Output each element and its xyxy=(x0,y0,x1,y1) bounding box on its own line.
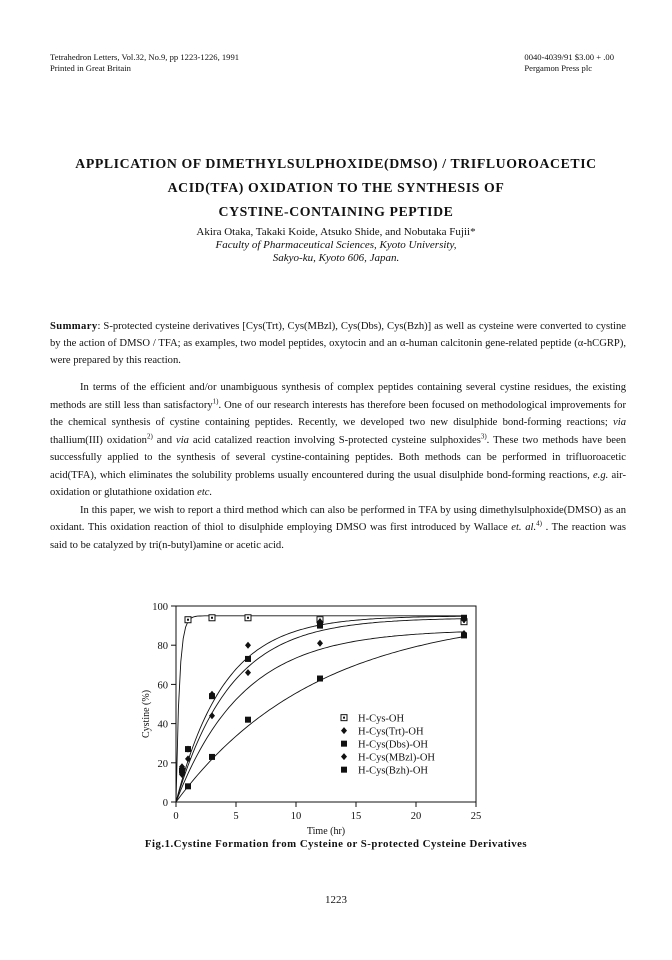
ref-3: 3) xyxy=(480,431,487,440)
data-point xyxy=(461,632,467,638)
text-run: . One of our research interests has therefore been focused on methodological improvements for the chemical synthesis of cystine containing peptides. Recently, we developed two new disulphide bond-forming reactions; xyxy=(50,399,626,428)
publisher-header xyxy=(524,52,614,74)
publisher-name: Pergamon Press plc xyxy=(524,63,593,73)
summary xyxy=(50,318,626,369)
x-tick-label: 5 xyxy=(233,811,239,822)
printed-in: Printed in Great Britain xyxy=(50,63,131,73)
y-tick-label: 20 xyxy=(157,758,168,770)
ref-1: 1) xyxy=(212,396,219,405)
italic-run: e.g. xyxy=(592,469,609,481)
legend-marker xyxy=(341,741,347,747)
x-axis-label: Time (hr) xyxy=(306,826,346,837)
legend-label: H-Cys(MBzl)-OH xyxy=(358,752,435,764)
author-names: Akira Otaka, Takaki Koide, Atsuko Shide, and Nobutaka Fujii* xyxy=(196,226,476,238)
italic-run: via xyxy=(613,417,626,428)
data-point xyxy=(209,712,215,719)
data-point xyxy=(317,640,323,647)
data-point xyxy=(317,623,323,629)
text-run: air-oxidation or glutathione oxidation xyxy=(50,469,626,498)
x-tick-label: 25 xyxy=(470,811,482,822)
y-tick-label: 0 xyxy=(162,798,168,809)
page-number: 1223 xyxy=(325,894,347,906)
data-point xyxy=(185,783,191,789)
journal-header xyxy=(50,52,239,74)
legend-marker xyxy=(341,727,347,734)
title-line-2: ACID(TFA) OXIDATION TO THE SYNTHESIS OF xyxy=(167,180,505,195)
y-tick-label: 60 xyxy=(157,680,168,692)
text-run: . The reaction was said to be catalyzed by tri(n-butyl)amine or acetic acid. xyxy=(50,522,626,551)
legend-label: H-Cys(Trt)-OH xyxy=(358,726,424,738)
y-tick-label: 100 xyxy=(152,602,168,613)
journal-citation: Tetrahedron Letters, Vol.32, No.9, pp 1223-1226, 1991 xyxy=(50,52,240,62)
ref-2: 2) xyxy=(146,431,153,440)
summary-label: Summary xyxy=(50,321,98,332)
y-axis-label: Cystine (%) xyxy=(141,689,152,739)
y-tick-label: 80 xyxy=(157,641,168,653)
data-point-dot xyxy=(187,619,189,621)
title-line-3: CYSTINE-CONTAINING PEPTIDE xyxy=(218,204,454,219)
plot-frame xyxy=(176,606,476,802)
data-point-dot xyxy=(247,617,249,619)
affiliation-line-2: Sakyo-ku, Kyoto 606, Japan. xyxy=(272,252,400,264)
price-code: 0040-4039/91 $3.00 + .00 xyxy=(524,52,614,62)
x-tick-label: 20 xyxy=(410,811,422,822)
text-run: . These two methods have been successfully applied to the synthesis of several cystine-containing peptides. Both methods can be performed in trifluoroacetic acid(TFA), which eliminates the solubility problems usually encountered during the usual disulphide bond-forming reactions, xyxy=(50,434,627,481)
figure-caption: Fig.1.Cystine Formation from Cysteine or S-protected Cysteine Derivatives xyxy=(144,838,528,850)
affiliation-line-1: Faculty of Pharmaceutical Sciences, Kyoto University, xyxy=(215,239,457,251)
text-run: In this paper, we wish to report a third method which can also be performed in TFA by using dimethylsulphoxide(DMSO) as an oxidant. This oxidation reaction of thiol to disulphide employing DMSO was first introduced by Wallace xyxy=(50,504,626,533)
data-point xyxy=(461,615,467,621)
legend-marker xyxy=(341,753,347,760)
legend-label: H-Cys(Bzh)-OH xyxy=(358,765,428,777)
data-point xyxy=(245,656,251,662)
paragraph-1 xyxy=(50,379,626,502)
text-run: acid catalized reaction involving S-protected cysteine sulphoxides xyxy=(188,434,481,446)
paper-title xyxy=(40,152,632,224)
italic-run: etc. xyxy=(197,487,213,498)
data-point xyxy=(245,717,251,723)
paragraph-2 xyxy=(50,502,626,555)
data-point-dot xyxy=(211,617,213,619)
cystine-formation-chart xyxy=(140,590,540,840)
x-tick-label: 10 xyxy=(290,811,302,822)
summary-text: : S-protected cysteine derivatives [Cys(Trt), Cys(MBzl), Cys(Dbs), Cys(Bzh)] as well as cysteine were converted to cystine by the action of DMSO / TFA; as examples, two model peptides, oxytocin and an α-human calcitonin gene-related peptide (α-hCGRP), were prepared by this reaction. xyxy=(50,321,626,366)
legend-marker-dot xyxy=(343,717,345,719)
data-point xyxy=(317,676,323,682)
ref-4: 4) xyxy=(536,519,542,528)
data-point xyxy=(209,754,215,760)
legend-label: H-Cys(Dbs)-OH xyxy=(358,739,428,751)
x-tick-label: 15 xyxy=(350,811,362,822)
italic-run: et. al. xyxy=(511,522,537,533)
y-tick-label: 40 xyxy=(157,719,168,731)
data-point xyxy=(185,746,191,752)
italic-run: via xyxy=(176,434,189,446)
data-point xyxy=(209,693,215,699)
body-text xyxy=(50,379,626,554)
legend-marker xyxy=(341,767,347,773)
data-point xyxy=(245,642,251,649)
text-run: thallium(III) oxidation xyxy=(50,434,147,446)
author-block xyxy=(40,226,632,265)
data-point xyxy=(245,669,251,676)
text-run: In terms of the efficient and/or unambiguous synthesis of complex peptides containing several cystine residues, the existing methods are still less than satisfactory xyxy=(50,382,626,411)
title-line-1: APPLICATION OF DIMETHYLSULPHOXIDE(DMSO) / TRIFLUOROACETIC xyxy=(75,156,597,171)
text-run: and xyxy=(152,434,176,446)
x-tick-label: 0 xyxy=(173,811,179,822)
legend-label: H-Cys-OH xyxy=(358,713,405,725)
